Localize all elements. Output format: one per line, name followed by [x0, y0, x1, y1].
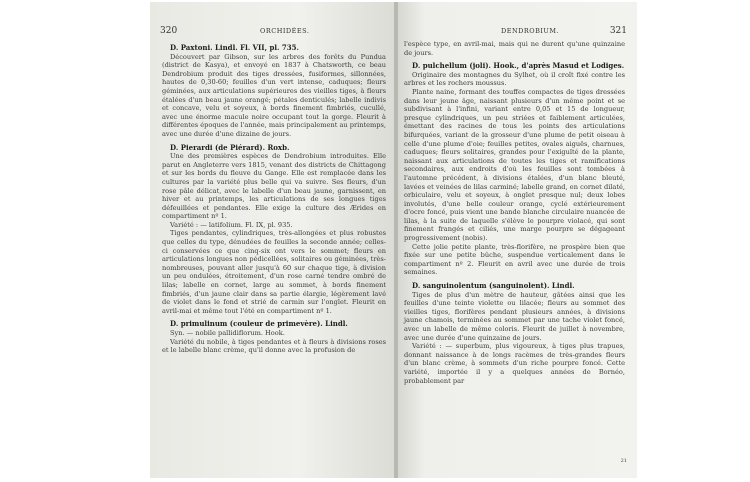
right-page-header — [406, 26, 627, 38]
left-page — [150, 2, 396, 478]
left-page-number: 320 — [160, 26, 178, 36]
body-paragraph: Une des premières espèces de Dendrobium introduites. Elle parut en Angleterre vers 1815, venant des districts de Chittagong et sur les bords du fleuve du Gange. Elle est remplacée dans les cultures par la variété plus belle qui va suivre. Ses fleurs, d'un rose pâle délicat, avec le labelle d'un beau jaune, garnissent, en hiver et au printemps, les articulations de ses longues tiges défeuillées et pendantes. Elle exige la culture des Ærides en compartiment nº 1. — [162, 152, 386, 221]
body-paragraph: Variété : — superbum, plus vigoureux, à tiges plus trapues, donnant naissance à de longs racèmes de très-grandes fleurs d'un blanc crème, à sommets d'un riche pourpre foncé. Cette variété, importée il y a quelques années de Bornéo, probablement par — [404, 342, 625, 385]
body-paragraph: Variété : — latifolium. Fl. IX, pl. 935. — [170, 220, 293, 229]
species-heading: D. Paxtoni. Lindl. Fl. VII, pl. 735. — [170, 43, 299, 52]
species-heading: D. primulinum (couleur de primevère). Lindl. — [170, 319, 348, 329]
body-paragraph: l'espèce type, en avril-mai, mais qui ne durent qu'une quinzaine de jours. — [404, 40, 625, 57]
left-page-header — [160, 26, 386, 38]
body-paragraph: Syn. — nobile pallidiflorum. Hook. — [170, 329, 285, 337]
species-heading: D. Pierardi (de Piérard). Roxb. — [170, 142, 290, 152]
body-paragraph: Tiges de plus d'un mètre de hauteur, gâtées ainsi que les feuilles d'une teinte violette ou lilacée; fleurs au sommet des vieilles tiges, florifères pendant plusieurs années, à divisions jaune chamois, terminées au sommet par une tache violet foncé, avec un labelle de même coloris. Fleurit de juillet à novembre, avec une durée d'une quinzaine de jours. — [404, 290, 625, 342]
right-running-head: DENDROBIUM. — [501, 27, 560, 35]
species-heading: D. pulchellum (joli). Hook., d'après Masud et Lodiges. — [412, 61, 625, 71]
body-paragraph: Tiges pendantes, cylindriques, très-allongées et plus robustes que celles du type, dénudées de feuilles la seconde année; celles-ci conservées ce que cinq-six ont vers le sommet; fleurs en articulations longues non pédicellées, solitaires ou géminées, très-nombreuses, pouvant aller jusqu'à 60 sur chaque tige, à division un peu ondulées, étroitement, d'un rose carné tendre ombré de lilas; labelle en cornet, large au sommet, à bords finement fimbriés, d'un jaune clair dans sa partie élargie, légèrement lavé de violet dans le fond et strié de carmin sur l'onglet. Fleurit en avril-mai et même tout l'été en compartiment nº 1. — [162, 229, 386, 315]
body-paragraph: Plante naine, formant des touffes compactes de tiges dressées dans leur jeune âge, naissant plusieurs d'un même point et se subdivisant à l'infini, variant entre 0,05 et 15 de longueur, presque cylindriques, un peu striées et faiblement articulées, émettant des racines de tous les points des articulations bifurquées, variant de la grosseur d'une plume de petit oiseau à celle d'une plume d'oie; feuilles petites, ovales aiguës, charnues, caduques; fleurs solitaires, grandes pour l'exiguïté de la plante, naissant aux articulations de toutes les tiges et ramifications secondaires, aux endroits d'où les feuilles sont tombées à l'automne précédent, à divisions étalées, d'un blanc bleuté, lavées et veinées de lilas carminé; labelle grand, en cornet dilaté, orbiculaire, velu et soyeux, à onglet presque nul; deux lobes involutés, d'une belle couleur orange, cyclé extérieurement d'ocre foncé, puis vient une bande blanche circulaire nuancée de lilas, à la suite de laquelle s'élève le pourpre violacé, qui sont finement frangés et ciliés, une marge pourpre se dégageant progressivement (nobis). — [404, 87, 625, 243]
body-paragraph: Originaire des montagnes du Sylhet, où il croît fixé contre les arbres et les rochers moussus. — [404, 70, 625, 88]
right-page — [396, 2, 637, 478]
right-page-text — [404, 40, 625, 385]
species-heading: D. sanguinolentum (sanguinolent). Lindl. — [412, 281, 575, 291]
body-paragraph: Cette jolie petite plante, très-florifère, ne prospère bien que fixée sur une petite bûche, suspendue verticalement dans le compartiment nº 2. Fleurit en avril avec une durée de trois semaines. — [404, 242, 625, 277]
signature-mark: 21 — [620, 458, 627, 464]
book-spread — [150, 2, 637, 478]
left-page-text — [162, 44, 386, 355]
body-paragraph: Variété du nobile, à tiges pendantes et à fleurs à divisions roses et le labelle blanc crème, qu'il donne avec la profusion de — [162, 337, 386, 355]
body-paragraph: Découvert par Gibson, sur les arbres des forêts du Pundua (district de Kasya), et envoyé en 1837 à Chatsworth, ce beau Dendrobium produit des tiges dressées, fusiformes, sillonnées, hautes de 0,30-60; feuilles d'un vert intense, caduques; fleurs géminées, aux articulations supérieures des vieilles tiges, à fleurs étalées d'un beau jaune orangé; pétales denticulés; labelle indivis et concave, velu et soyeux, à bords finement fimbriés, cucullé, avec une énorme macule noire occupant tout la gorge. Fleurit à différentes époques de l'année, mais principalement au printemps, avec une durée d'une dizaine de jours. — [162, 52, 386, 138]
right-page-number: 321 — [609, 26, 627, 36]
book-gutter — [394, 2, 398, 478]
left-running-head: ORCHIDÉES. — [260, 27, 310, 35]
